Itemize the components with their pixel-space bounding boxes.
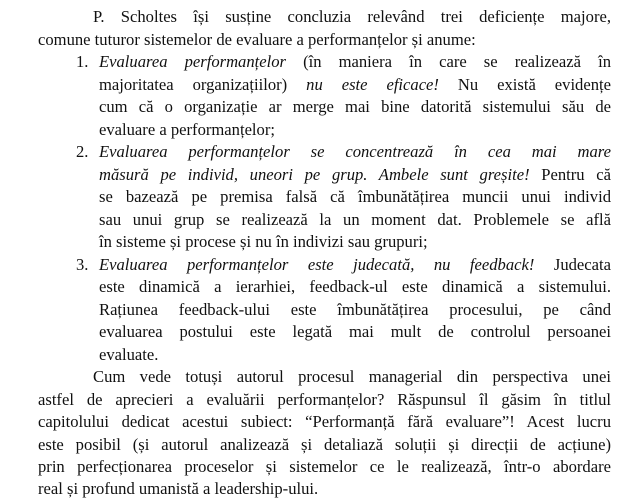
list-item-line: [99, 74, 611, 97]
intro-line-1: P. Scholtes își susține concluzia relevând trei deficiențe majore,: [93, 7, 611, 26]
list-item-line: în sisteme și procese și nu în indivizi sau grupuri;: [99, 232, 428, 251]
list-item-line: [99, 254, 611, 277]
closing-line-3: capitolului dedicat acestui subiect: “Performanță fără evaluare”! Acest lucru: [38, 412, 611, 431]
list-item-line: sau unui grup se realizează la un moment dat. Problemele se află: [99, 210, 611, 229]
italic-text: Evaluarea performanțelor: [99, 52, 286, 71]
list-item-line: evaluate.: [99, 345, 159, 364]
italic-text: Evaluarea performanțelor este judecată, nu feedback!: [99, 255, 535, 274]
list-item-line: este dinamică a ierarhiei, feedback-ul este dinamică a sistemului.: [99, 277, 611, 296]
list-item-line: evaluare a performanțelor;: [99, 120, 275, 139]
list-item-line: Rațiunea feedback-ului este îmbunătățirea procesului, pe când: [99, 300, 611, 319]
text: Pentru că: [529, 165, 611, 184]
text: Judecata: [534, 255, 611, 274]
list-item-line: [99, 51, 611, 74]
italic-text: Evaluarea performanțelor se concentrează în cea mai mare: [99, 142, 611, 161]
text: Nu există evidențe: [438, 75, 611, 94]
list-number: 3.: [76, 255, 89, 274]
list-item-line: [99, 164, 611, 187]
list-item-line: cum că o organizație ar merge mai bine datorită sistemului său de: [99, 97, 611, 116]
closing-line-4: este posibil (și autorul analizează și detaliază soluții și direcții de acțiune): [38, 435, 611, 454]
italic-text: măsură pe individ, uneori pe grup. Ambele sunt greșite!: [99, 165, 530, 184]
text: majoritatea organizațiilor): [99, 75, 307, 94]
list-item-line: [99, 141, 611, 164]
list-number: 1.: [76, 52, 89, 71]
closing-line-6: real și profund umanistă a leadership-ului.: [38, 479, 319, 498]
closing-line-1: Cum vede totuși autorul procesul managerial din perspectiva unei: [93, 367, 611, 386]
closing-line-5: prin perfecționarea proceselor și sistemelor ce le realizează, într-o abordare: [38, 457, 611, 476]
list-number: 2.: [76, 142, 89, 161]
intro-line-2: comune tuturor sistemelor de evaluare a performanțelor și anume:: [38, 30, 476, 49]
list-item-line: se bazează pe premisa falsă că îmbunătățirea muncii unui individ: [99, 187, 611, 206]
italic-text: nu este eficace!: [306, 75, 439, 94]
closing-line-2: astfel de aprecieri a evaluării performanțelor? Răspunsul îl găsim în titlul: [38, 390, 611, 409]
list-item-line: evaluarea postului este legată mai mult de controlul persoanei: [99, 322, 611, 341]
text: (în maniera în care se realizează în: [286, 52, 612, 71]
